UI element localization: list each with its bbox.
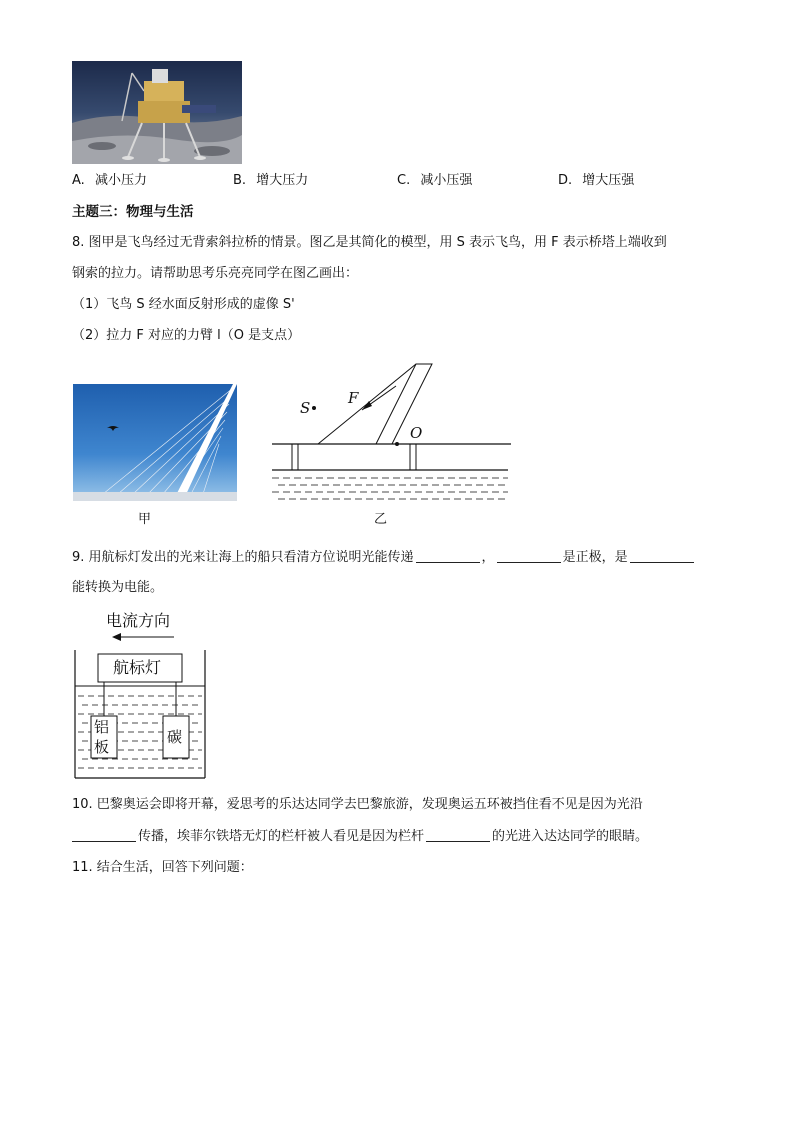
lamp-label: 航标灯: [113, 658, 162, 677]
option-a-text: 减小压力: [94, 173, 147, 188]
q10-blank-2[interactable]: [426, 828, 490, 842]
q10-line2: [72, 828, 648, 846]
current-arrow-icon: [112, 629, 176, 643]
aluminium-plate-label: 铝板: [94, 718, 110, 756]
q8-item1: （1）飞鸟 S 经水面反射形成的虚像 S': [72, 297, 295, 312]
q9-line1: [72, 549, 696, 567]
q9-line2: 能转换为电能。: [72, 580, 164, 595]
q9-blank-3[interactable]: [630, 549, 694, 563]
option-c[interactable]: [397, 172, 472, 190]
option-d-letter: D.: [558, 173, 573, 188]
q9-text-c: 是正极，是: [562, 550, 628, 565]
label-f: F: [348, 389, 359, 407]
option-a[interactable]: [72, 172, 147, 190]
option-d-text: 增大压强: [582, 173, 635, 188]
label-s: S: [300, 399, 311, 417]
q8-line2: 钢索的拉力。请帮助思考乐亮亮同学在图乙画出：: [72, 266, 359, 281]
option-d[interactable]: [558, 172, 634, 190]
q10-text-b: 的光进入达达同学的眼睛。: [492, 829, 649, 844]
option-b-letter: B.: [233, 173, 247, 188]
bridge-photo: [73, 384, 237, 501]
q10-text-a: 传播，埃菲尔铁塔无灯的栏杆被人看见是因为栏杆: [138, 829, 425, 844]
lunar-lander-image: [72, 61, 242, 164]
q8-line1: 8. 图甲是飞鸟经过无背索斜拉桥的情景。图乙是其简化的模型，用 S 表示飞鸟，用 F 表示桥塔上端收到: [72, 235, 667, 250]
option-b-text: 增大压力: [256, 173, 309, 188]
label-o: O: [410, 424, 423, 442]
fig-yi-caption: 乙: [374, 512, 388, 527]
q9-blank-1[interactable]: [416, 549, 480, 563]
fig-jia-caption: 甲: [138, 512, 152, 527]
q9-text-b: ，: [481, 550, 495, 565]
section-title: 主题三：物理与生活: [72, 204, 194, 220]
option-c-text: 减小压强: [420, 173, 473, 188]
q10-line1: 10. 巴黎奥运会即将开幕，爱思考的乐达达同学去巴黎旅游，发现奥运五环被挡住看不见是因为光沿: [72, 797, 643, 812]
q10-blank-1[interactable]: [72, 828, 136, 842]
q8-item2: （2）拉力 F 对应的力臂 l（O 是支点）: [72, 328, 301, 343]
bridge-model-diagram: [268, 360, 518, 505]
option-b[interactable]: [233, 172, 308, 190]
option-a-letter: A.: [72, 173, 85, 188]
q9-text-a: 9. 用航标灯发出的光来让海上的船只看清方位说明光能传递: [72, 550, 414, 565]
q9-blank-2[interactable]: [497, 549, 561, 563]
option-c-letter: C.: [397, 173, 411, 188]
q11-line1: 11. 结合生活，回答下列问题：: [72, 860, 253, 875]
current-direction-label: 电流方向: [106, 611, 171, 630]
carbon-label: 碳: [167, 728, 183, 746]
